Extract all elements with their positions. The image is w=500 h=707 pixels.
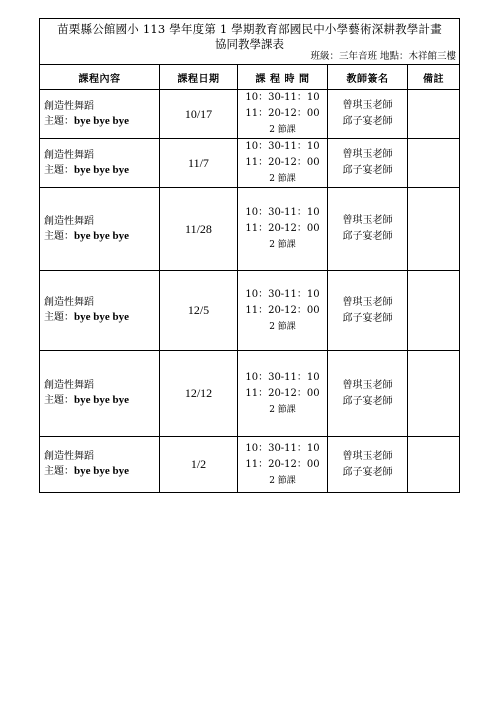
course-content-cell — [40, 271, 160, 351]
course-topic — [44, 393, 159, 408]
topic-label: 主題： — [44, 164, 74, 176]
teacher-2: 邱子宴老師 — [342, 231, 393, 242]
course-date: 1/2 — [160, 437, 238, 493]
topic-label: 主題： — [44, 115, 74, 127]
course-name: 創造性舞蹈 — [44, 380, 94, 391]
table-row — [40, 437, 460, 493]
topic-value: bye bye bye — [74, 229, 129, 242]
lesson-count: 2 節課 — [269, 321, 296, 332]
teacher-1: 曾琪玉老師 — [342, 100, 393, 111]
course-date: 10/17 — [160, 90, 238, 139]
topic-label: 主題： — [44, 230, 74, 242]
time-slot-1: 10：30-11：10 — [245, 371, 320, 383]
time-slot-1: 10：30-11：10 — [245, 92, 320, 103]
note-cell — [408, 188, 460, 271]
schedule-table — [39, 18, 460, 493]
course-topic — [44, 114, 159, 129]
note-cell — [408, 437, 460, 493]
topic-value: bye bye bye — [74, 465, 129, 477]
course-content-cell — [40, 139, 160, 188]
lesson-count: 2 節課 — [269, 125, 296, 135]
time-slot-2: 11：20-12：00 — [245, 458, 320, 470]
time-slot-2: 11：20-12：00 — [245, 304, 320, 316]
course-date: 11/7 — [160, 139, 238, 188]
lesson-count: 2 節課 — [269, 475, 296, 486]
teacher-signature-cell — [328, 139, 408, 188]
col-header-teacher: 教師簽名 — [328, 65, 408, 90]
col-header-date: 課程日期 — [160, 65, 238, 90]
topic-label: 主題： — [44, 312, 74, 323]
topic-value: bye bye bye — [74, 114, 129, 127]
teacher-1: 曾琪玉老師 — [342, 296, 393, 308]
title-block — [40, 19, 460, 65]
note-cell — [408, 351, 460, 437]
schedule-sheet — [39, 18, 459, 493]
teacher-signature-cell — [328, 90, 408, 139]
course-topic — [44, 163, 159, 178]
table-row — [40, 139, 460, 188]
topic-label: 主題： — [44, 395, 74, 406]
time-slot-2: 11：20-12：00 — [245, 108, 320, 119]
col-header-content: 課程內容 — [40, 65, 160, 90]
teacher-1: 曾琪玉老師 — [342, 379, 393, 391]
course-topic — [44, 229, 159, 244]
teacher-2: 邱子宴老師 — [342, 165, 393, 176]
course-time-cell — [238, 351, 328, 437]
time-slot-2: 11：20-12：00 — [245, 157, 320, 168]
lesson-count: 2 節課 — [269, 174, 296, 184]
table-row — [40, 351, 460, 437]
note-cell — [408, 139, 460, 188]
teacher-signature-cell — [328, 351, 408, 437]
teacher-2: 邱子宴老師 — [342, 395, 393, 407]
course-time-cell — [238, 188, 328, 271]
course-content-cell — [40, 188, 160, 271]
time-slot-2: 11：20-12：00 — [245, 223, 320, 234]
topic-label: 主題： — [44, 466, 74, 477]
time-slot-1: 10：30-11：10 — [245, 288, 320, 300]
table-header-row — [40, 65, 460, 90]
course-content-cell — [40, 437, 160, 493]
course-name: 創造性舞蹈 — [44, 215, 94, 227]
teacher-1: 曾琪玉老師 — [342, 450, 393, 462]
time-slot-1: 10：30-11：10 — [245, 442, 320, 454]
teacher-signature-cell — [328, 437, 408, 493]
course-name: 創造性舞蹈 — [44, 451, 94, 462]
course-content-cell — [40, 351, 160, 437]
time-slot-1: 10：30-11：10 — [245, 207, 320, 218]
teacher-2: 邱子宴老師 — [342, 312, 393, 324]
time-slot-1: 10：30-11：10 — [245, 141, 320, 152]
course-date: 12/5 — [160, 271, 238, 351]
course-date: 12/12 — [160, 351, 238, 437]
teacher-signature-cell — [328, 271, 408, 351]
topic-value: bye bye bye — [74, 163, 129, 176]
table-row — [40, 271, 460, 351]
course-topic — [44, 310, 159, 325]
col-header-note: 備註 — [408, 65, 460, 90]
course-time-cell — [238, 271, 328, 351]
teacher-signature-cell — [328, 188, 408, 271]
table-row — [40, 188, 460, 271]
document-subtitle: 協同教學課表 — [215, 37, 284, 51]
col-header-time: 課 程 時 間 — [238, 65, 328, 90]
document-title: 苗栗縣公館國小 113 學年度第 1 學期教育部國民中小學藝術深耕教學計畫 — [57, 22, 442, 36]
course-date: 11/28 — [160, 188, 238, 271]
course-name: 創造性舞蹈 — [44, 100, 94, 112]
note-cell — [408, 90, 460, 139]
class-location-info: 班級：三年音班 地點：木祥館三樓 — [310, 51, 457, 62]
course-name: 創造性舞蹈 — [44, 149, 94, 161]
teacher-2: 邱子宴老師 — [342, 116, 393, 127]
topic-value: bye bye bye — [74, 311, 129, 323]
course-time-cell — [238, 90, 328, 139]
table-row — [40, 90, 460, 139]
teacher-2: 邱子宴老師 — [342, 466, 393, 478]
teacher-1: 曾琪玉老師 — [342, 149, 393, 160]
course-topic — [44, 464, 159, 479]
lesson-count: 2 節課 — [269, 240, 296, 250]
topic-value: bye bye bye — [74, 394, 129, 406]
lesson-count: 2 節課 — [269, 404, 296, 415]
course-name: 創造性舞蹈 — [44, 297, 94, 308]
teacher-1: 曾琪玉老師 — [342, 215, 393, 226]
time-slot-2: 11：20-12：00 — [245, 387, 320, 399]
note-cell — [408, 271, 460, 351]
course-time-cell — [238, 437, 328, 493]
course-content-cell — [40, 90, 160, 139]
course-time-cell — [238, 139, 328, 188]
